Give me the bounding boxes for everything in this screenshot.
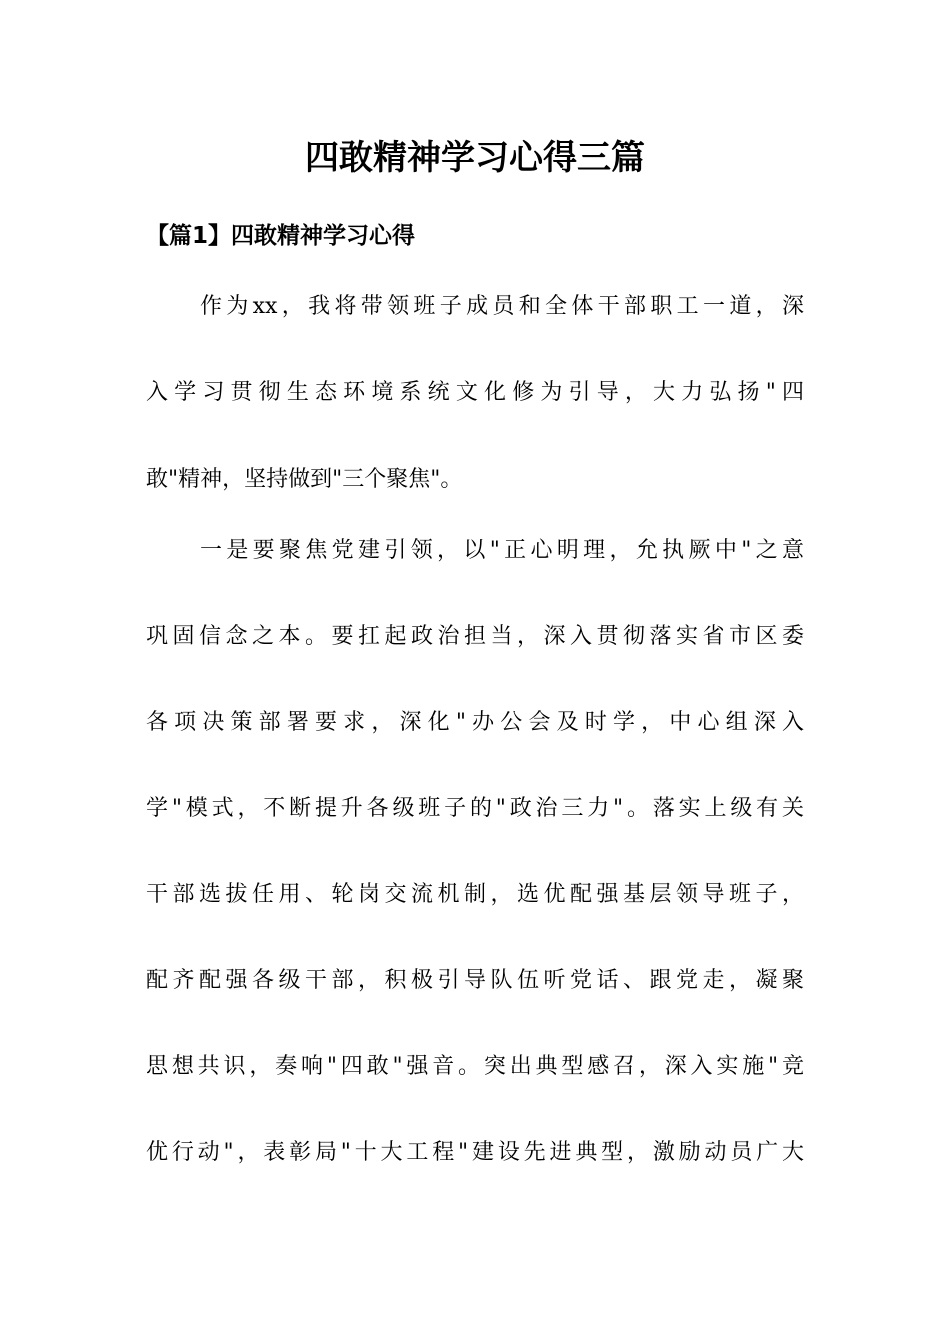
paragraph-line: 干部选拔任用、轮岗交流机制，选优配强基层领导班子， (146, 882, 804, 907)
paragraph-line: 思想共识，奏响"四敢"强音。突出典型感召，深入实施"竞 (146, 1054, 804, 1079)
document-title: 四敢精神学习心得三篇 (305, 138, 645, 178)
section-heading: 【篇1】四敢精神学习心得 (146, 223, 416, 249)
paragraph-line: 敢"精神，坚持做到"三个聚焦"。 (146, 467, 463, 492)
paragraph-line: 巩固信念之本。要扛起政治担当，深入贯彻落实省市区委 (146, 624, 804, 649)
paragraph-line: 各项决策部署要求，深化"办公会及时学，中心组深入 (146, 710, 804, 735)
paragraph-line: 配齐配强各级干部，积极引导队伍听党话、跟党走，凝聚 (146, 968, 804, 993)
paragraph-line: 一是要聚焦党建引领，以"正心明理，允执厥中"之意 (200, 538, 804, 563)
paragraph-line: 学"模式，不断提升各级班子的"政治三力"。落实上级有关 (146, 796, 804, 821)
paragraph-line: 作为xx，我将带领班子成员和全体干部职工一道，深 (200, 294, 804, 319)
paragraph-line: 入学习贯彻生态环境系统文化修为引导，大力弘扬"四 (146, 380, 804, 405)
paragraph-line: 优行动"，表彰局"十大工程"建设先进典型，激励动员广大 (146, 1140, 804, 1165)
